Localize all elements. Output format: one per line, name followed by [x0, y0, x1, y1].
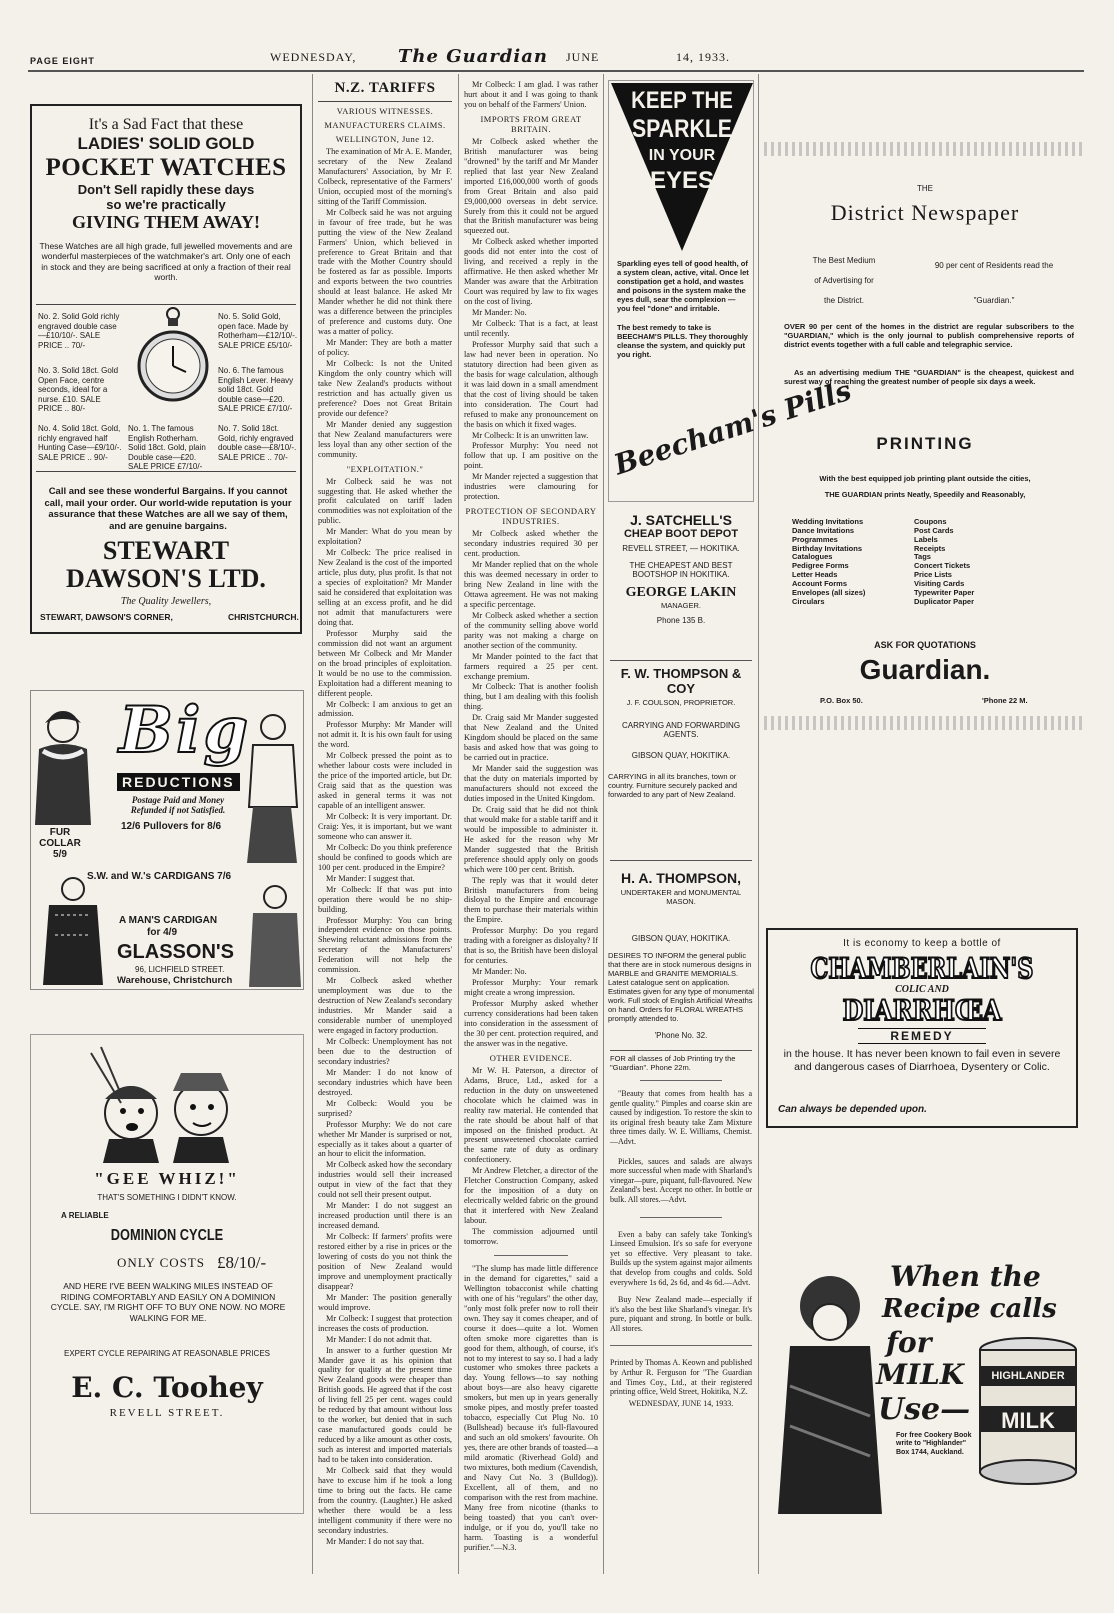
page-label: PAGE EIGHT: [30, 56, 95, 66]
baby-notice: Even a baby can safely take Tonking's Linseed Emulsion. It's so safe for everyone yet so effective. Very pleasant to take. Builds up the system against major ailments that develop from coughs and colds. Sold everywhere 1s 6d, 2s 6d, and 4s 6d.—Advt.: [610, 1229, 752, 1287]
beecham-body: Sparkling eyes tell of good health, of a system clean, active, vital. Once let constipation get a hold, and wastes and poisons in the system make the eyes dull, sear the complexion — you feel "done" and irritable.: [617, 259, 749, 313]
ha-thompson-body: DESIRES TO INFORM the general public that there are in stock numerous designs in MARBLE and GRANITE MEMORIALS. Latest catalogue sent on application. Estimates given for any type of monumental work. Full stock of English Artificial Wreaths on hand. Orders for FLORAL WREATHS promptly attended to.: [608, 951, 754, 1023]
satchell-name: J. SATCHELL'S: [630, 512, 732, 528]
job-printing-notice: FOR all classes of Job Printing try the "Guardian". Phone 22m.: [610, 1054, 736, 1072]
tariffs-p2: Mr Colbeck said he was not arguing in favour of free trade, but he was putting the view of the New Zealand Farmers' Union, which believed in preference to Great Britain and that trade with the Mother Country should be fostered as far as possible. Imports and exports between the two countries should at least balance. He asked Mr Mander whether he did not think there was a difference between the principles of preference and customs duty. One was a matter of policy.: [318, 207, 452, 337]
tariffs-p27: Mr Colbeck: I suggest that protection increases the costs of production.: [318, 1313, 452, 1333]
fw-thompson-name: F. W. THOMPSON & COY: [620, 666, 742, 696]
tariffs-p28: Mr Mander: I do not admit that.: [326, 1334, 432, 1344]
chamberlain-top: It is economy to keep a bottle of: [843, 938, 1001, 949]
watches-l1: It's a Sad Fact that these: [88, 116, 244, 133]
district-the: THE: [917, 184, 933, 193]
glassons-warehouse: Warehouse, Christchurch: [117, 975, 233, 986]
watches-l5: so we're practically: [106, 197, 226, 212]
tariffs2-p25: The commission adjourned until tomorrow.: [464, 1227, 598, 1246]
fw-thompson-l2: AGENTS.: [663, 730, 699, 739]
cycle-body: AND HERE I'VE BEEN WALKING MILES INSTEAD OF RIDING COMFORTABLY AND EASILY ON A DOMINION CYCLE. SAY, I'M RIGHT OFF TO BUY ONE NOW. NO MORE WALKING FOR ME.: [50, 1281, 286, 1323]
tariffs-article-col1: [318, 80, 452, 1570]
tariffs2-p3: Mr Colbeck asked whether imported goods did not enter into the cost of living, and received a reply in the affirmative. He then asked whether Mr Mander was aware that the Arbitration Court was required by law to fix wages on the cost of living.: [464, 237, 598, 307]
postage-text: Postage Paid and Money Refunded if not Satisfied.: [130, 795, 226, 815]
district-body: OVER 90 per cent of the homes in the district are regular subscribers to the "GUARDIAN," which is the only journal to publish comprehensive reports of district events together with a full cable and telegraphic service.: [784, 322, 1074, 349]
tariffs-p14: Mr Colbeck: Do you think preference should be confined to goods which are 100 per cent. produced in the Empire?: [318, 842, 452, 872]
firm-address-left: STEWART, DAWSON'S CORNER,: [40, 612, 173, 622]
cycle-ad: [30, 1034, 304, 1514]
chamberlain-diarr: DIARRHŒA: [842, 994, 1002, 1027]
firm-name-2: DAWSON'S LTD.: [66, 564, 266, 593]
highlander-figure-illustration: [770, 1266, 890, 1514]
list-item: Envelopes (all sizes): [792, 587, 866, 597]
list-item: Catalogues: [792, 552, 833, 562]
tariffs2-p2: Mr Colbeck asked whether the British manufacturer was being "drowned" by the tariff and Mr Mander replied that last year New Zealand imported £16,000,000 worth of goods from Great Britain and also paid £9,000,000 overseas in debt service. Surely from this it could not be argued that the British manufacturer was being squeezed out.: [464, 136, 598, 236]
list-item: Concert Tickets: [914, 561, 971, 571]
mans-cardigan-price: for 4/9: [147, 927, 178, 938]
watches-l6: GIVING THEM AWAY!: [71, 212, 261, 232]
tariffs2-p1: Mr Colbeck: I am glad. I was rather hurt about it and I was going to thank you on behalf of the Farmers' Union.: [464, 80, 598, 109]
tariffs-p11: Professor Murphy: Mr Mander will not admit it. It is his own fault for using the word.: [318, 720, 452, 750]
beechams-brand: Beecham's Pills: [609, 373, 856, 482]
tariffs-p7: Mr Mander: What do you mean by exploitation?: [318, 527, 452, 547]
watches-ad: [30, 104, 302, 634]
tariffs2-p16: Mr Mander said the suggestion was that the duty on materials imported by manufacturers should not exceed the duties imposed in the United Kingdom.: [464, 764, 598, 803]
list-item: Price Lists: [914, 570, 952, 580]
satchell-l2: BOOTSHOP IN HOKITIKA.: [632, 570, 730, 579]
notices-column: [610, 1054, 752, 1504]
masthead-date: 14, 1933.: [676, 50, 730, 64]
pullovers-offer: 12/6 Pullovers for 8/6: [121, 821, 222, 832]
ha-thompson-phone: 'Phone No. 32.: [654, 1031, 708, 1040]
milk-l3: for: [886, 1326, 932, 1359]
tariffs-p5: Mr Mander denied any suggestion that New Zealand manufacturers were less loyal than any other section of the community.: [318, 419, 452, 459]
satchell-manager: GEORGE LAKIN: [625, 585, 737, 600]
woman-dark-cardigan-illustration: [39, 875, 109, 987]
guardian-logo: Guardian.: [859, 654, 991, 685]
list-item: Post Cards: [914, 525, 954, 535]
glassons-street: 96, LICHFIELD STREET.: [135, 965, 225, 974]
glassons-name: GLASSON'S: [117, 941, 234, 963]
beecham-best: The best remedy to take is BEECHAM'S PILLS. They thoroughly cleanse the system, and quickly put you right.: [617, 323, 748, 359]
fw-thompson-prop: J. F. COULSON, PROPRIETOR.: [626, 698, 736, 707]
beechams-pills-logo: [609, 371, 856, 491]
printing-neatly: THE GUARDIAN prints Neatly, Speedily and Reasonably,: [824, 490, 1026, 499]
satchell-manager-title: MANAGER.: [660, 601, 701, 610]
tariffs-article-col2: [464, 80, 598, 1570]
milk-note: For free Cookery Book write to "Highlander" Box 1744, Auckland.: [896, 1432, 972, 1456]
list-item: Birthday Invitations: [792, 543, 863, 553]
watches-intro: These Watches are all high grade, full jewelled movements and are wonderful masterpieces of the watchmaker's art. Only one of each in stock and they are being sacrificed at only a fraction of their real worth.: [39, 241, 293, 283]
printing-heading: PRINTING: [876, 434, 974, 453]
highlander-milk-ad: [766, 1256, 1084, 1514]
tariffs-p9: Professor Murphy said the commission did not want an argument between Mr Colbeck and Mr Mander on the broad principles of exploitation. It would be no use to the commission. Exploitation had a different meaning to different people.: [318, 628, 452, 698]
firm-address-right: CHRISTCHURCH.: [228, 612, 299, 622]
tariffs-h2: MANUFACTURERS CLAIMS.: [324, 120, 446, 130]
district-heading: District Newspaper: [830, 200, 1020, 225]
woman-fur-illustration: [33, 701, 93, 825]
tariffs-p10: Mr Colbeck: I am anxious to get an admission.: [318, 699, 452, 719]
in-your-heading: IN YOUR: [648, 147, 716, 164]
glassons-ad: [30, 690, 304, 990]
list-item: Account Forms: [792, 578, 848, 588]
tariffs-p3: Mr Mander: They are both a matter of policy.: [318, 338, 452, 358]
tariffs-p16: Mr Colbeck: If that was put into operation there would be no ship-building.: [318, 884, 452, 914]
tariffs-p22: Professor Murphy: We do not care whether Mr Mander is surprised or not, especially as it takes about a quarter of an hour to elicit the information.: [318, 1119, 452, 1159]
tariffs2-p13: Mr Mander pointed to the fact that farmers required a 25 per cent. exchange premium.: [464, 651, 598, 681]
district-c3: the District.: [823, 296, 864, 305]
cycle-only-costs: ONLY COSTS: [117, 1255, 206, 1270]
watches-call: Call and see these wonderful Bargains. If you cannot call, mail your order. Our world-wide reputation is your assurance that these Watches are all we say of them, and are genuine bargains.: [44, 486, 292, 532]
chamberlain-colic: COLIC AND: [895, 984, 949, 995]
tariffs-dateline: WELLINGTON, June 12.: [335, 134, 435, 144]
milk-brand: HIGHLANDER: [991, 1370, 1065, 1382]
toohey-name: E. C. Toohey: [71, 1371, 263, 1404]
watch-item-6: No. 6. The famous English Lever. Heavy solid 18ct. Gold double case—£20. SALE PRICE £7/10/-: [218, 366, 294, 414]
tariffs-h1: VARIOUS WITNESSES.: [336, 106, 434, 116]
tariffs-p1: The examination of Mr A. E. Mander, secretary of the New Zealand Manufacturers' Association, by Mr F. Colbeck, representative of the Farmers' Union, occupied most of the morning's sitting of the Tariff Commission.: [318, 147, 452, 206]
tariffs-h3: "EXPLOITATION.": [346, 463, 424, 474]
guardian-po: P.O. Box 50.: [820, 696, 863, 705]
dominion-cycle-heading: DOMINION CYCLE: [110, 1227, 224, 1244]
list-item: Circulars: [792, 596, 825, 606]
man-cardigan-illustration: [245, 883, 303, 987]
tariffs2-h1: IMPORTS FROM GREAT BRITAIN.: [480, 113, 582, 134]
list-item: Coupons: [914, 517, 947, 526]
tariffs-p8: Mr Colbeck: The price realised in New Zealand is the cost of the imported article, plus duty, plus profit. Is that not a species of exploitation? Mr Mander said he considered that exploitation was selling at an excess profit, and he did not admit that manufacturers were doing that.: [318, 548, 452, 627]
fw-thompson-body: CARRYING in all its branches, town or country. Furniture securely packed and forwarded to any part of New Zealand.: [608, 772, 738, 799]
tariffs-p20: Mr Mander: I do not know of secondary industries which have been destroyed.: [318, 1067, 452, 1097]
pocket-watch-icon: [136, 304, 210, 422]
tariffs2-p19: Professor Murphy: Do you regard trading with a foreigner as disloyalty? If that is so, the British have been disloyal for centuries.: [464, 926, 598, 966]
list-item: Letter Heads: [792, 570, 838, 580]
eyes-heading: EYES: [649, 167, 715, 194]
toohey-street: REVELL STREET.: [109, 1407, 225, 1419]
chamberlain-body: in the house. It has never been known to fail even in severe and dangerous cases of Diarrhoea, Dysentery or Colic.: [783, 1048, 1061, 1073]
list-item: Duplicator Paper: [914, 596, 975, 606]
tariffs2-p21: Professor Murphy: Your remark might create a wrong impression.: [464, 978, 598, 998]
watch-item-1: No. 1. The famous English Rotherham. Solid 18ct. Gold, plain Double case—£20. SALE PRICE £7/10/-: [128, 424, 206, 472]
tariffs-p15: Mr Mander: I suggest that.: [326, 873, 415, 883]
milk-l4: MILK: [876, 1358, 965, 1391]
tariffs-p24: Mr Mander: I do not suggest an increased production until there is an increased demand.: [318, 1201, 452, 1231]
tariffs2-p15: Dr. Craig said Mr Mander suggested that New Zealand and the United Kingdom should be placed on the same basis and asked how that was going to be carried out in practice.: [464, 713, 598, 763]
tariffs2-p12: Mr Colbeck asked whether a section of the community selling above world parity was not making a charge on another section of the community.: [464, 610, 598, 650]
fw-thompson-addr: GIBSON QUAY, HOKITIKA.: [631, 751, 731, 760]
watch-item-2: No. 2. Solid Gold richly engraved double case—£10/10/-. SALE PRICE .. 70/-: [38, 312, 120, 350]
tariffs-title: N.Z. TARIFFS: [334, 80, 436, 96]
list-item: Programmes: [792, 534, 838, 544]
tariffs-p26: Mr Mander: The position generally would improve.: [318, 1292, 452, 1312]
milk-l5: Use—: [878, 1392, 971, 1427]
tariffs2-h2: PROTECTION OF SECONDARY INDUSTRIES.: [465, 506, 597, 527]
milk-brand2: MILK: [1001, 1408, 1055, 1433]
tariffs-p29: In answer to a further question Mr Mander gave it as his opinion that quality for quality at the present time New Zealand goods were cheaper than British goods. He agreed that if the cost of living fell 25 per cent. wages could be reduced by that amount without loss to the worker, but denied that in such case manufactured goods could be reduced by a like amount as other costs, such as interest and imported materials had to be taken into consideration.: [318, 1345, 452, 1465]
tariffs-p17: Professor Murphy: You can bring independent evidence on those points. Shewing reluctant admissions from the secretary of the Manufacturers' Federation will not help the commission.: [318, 915, 452, 975]
cycle-reliable: A RELIABLE: [61, 1211, 109, 1220]
imprint: Printed by Thomas A. Keown and published by Arthur R. Ferguson for "The Guardian and Times Coy., Ltd., at their registered printing office, Weld Street, Hokitika, N.Z.: [610, 1358, 752, 1397]
masthead-title: The Guardian: [398, 46, 548, 67]
printing-plant: With the best equipped job printing plant outside the cities,: [819, 474, 1031, 483]
tariffs-p19: Mr Colbeck: Unemployment has not been due to the destruction of secondary industries?: [318, 1036, 452, 1066]
district-newspaper-ad: [764, 140, 1086, 740]
list-item: Visiting Cards: [914, 578, 965, 588]
milk-l1: When the: [890, 1260, 1041, 1293]
cycle-expert: EXPERT CYCLE REPAIRING AT REASONABLE PRICES: [64, 1349, 270, 1358]
ha-thompson-sub: UNDERTAKER and MONUMENTAL MASON.: [620, 888, 742, 906]
tariffs2-p6: Professor Murphy said that such a law had never been in operation. No statutory direction had been given as the basis for wage calculation, although it was laid down in a small amendment that the cost of living should be taken into consideration. The Court had refused to make any pronouncement on the basis on which it fixed wages.: [464, 339, 598, 429]
list-item: Typewriter Paper: [914, 587, 975, 597]
tariffs2-p5: Mr Colbeck: That is a fact, at least until recently.: [464, 319, 598, 338]
milk-l2: Recipe calls: [882, 1294, 1057, 1324]
gee-whiz-heading: "GEE WHIZ!": [94, 1169, 240, 1188]
district-adv: As an advertising medium THE "GUARDIAN" is the cheapest, quickest and surest way of reaching the greatest number of people six days a week.: [784, 368, 1074, 386]
chamberlain-can: Can always be depended upon.: [778, 1104, 927, 1115]
list-item: Labels: [914, 534, 938, 544]
tariffs2-p23: Mr W. H. Paterson, a director of Adams, Bruce, Ltd., asked for a reduction in the duty on unsweetened chocolate which he claimed was in reality raw material. He contended that the rate should be about half of that imposed on the finished product. At present unsweetened chocolate carried the same rate of duty as ordinary confectionery.: [464, 1065, 598, 1165]
keep-heading: KEEP THE: [631, 87, 733, 114]
guardian-phone: 'Phone 22 M.: [982, 696, 1028, 705]
printing-list-right: [914, 518, 1044, 606]
cardigans-offer: S.W. and W.'s CARDIGANS 7/6: [87, 871, 232, 882]
tariffs2-p4: Mr Mander: No.: [472, 308, 527, 318]
tariffs-p6: Mr Colbeck said he was not suggesting that. He asked whether the profit calculated on tariff laden commodities was not exploitation of the public.: [318, 476, 452, 526]
tariffs-p25: Mr Colbeck: If farmers' profits were restored either by a rise in prices or the lowering of costs do you not think the position of New Zealand would improve and unemployment practically disappear?: [318, 1232, 452, 1291]
reductions-heading: REDUCTIONS: [117, 773, 240, 791]
tariffs-p18: Mr Colbeck asked whether unemployment was due to the destruction of New Zealand's secondary industries. Mr Mander said a considerable number of unemployed were engaged in factory production.: [318, 976, 452, 1036]
tobacco-paragraph: "The slump has made little difference in the demand for cigarettes," said a Wellington tobacconist while chatting with one of his "regulars" the other day, "only most folk prefer now to roll their own. They say it comes cheaper, and of course it does—quite a lot. Women often smoke more cigarettes than is good for them, although, of course, it's not to my interest to say so. I had a lady customer who smokes three packets a day. Young fellows—to say nothing about boys—are also heavy cigarette smokers, but men up in years generally smoke pipes, and mostly prefer toasted tobacco, especially Cut Plug No. 10 (Bullshead) because it's full-flavoured and such an old smokers' favourite. Oh yes, there are other brands of toasted—a mild aromatic (Riverhead Gold) and two mixtures, both medium (Cavendish, and Navy Cut No. 3 (Bulldog)). Excellent, all of them, and no comparison with the rest from machine. Many free from nicotine (thanks to being toasted) that you can't over-indulge, or if you do, you'll take no harm. Toasting is a wonderful purifier."—N.3.: [464, 1263, 598, 1552]
tariffs2-p10: Mr Colbeck asked whether the secondary industries required 30 per cent. production.: [464, 529, 598, 559]
masthead-day: WEDNESDAY,: [270, 50, 357, 64]
watch-item-4: No. 4. Solid 18ct. Gold, richly engraved half Hunting Case—£9/10/-. SALE PRICE .. 90/-: [38, 424, 122, 462]
ha-thompson-addr: GIBSON QUAY, HOKITIKA.: [631, 934, 731, 943]
tariffs-p21: Mr Colbeck: Would you be surprised?: [318, 1098, 452, 1118]
watches-l2: LADIES' SOLID GOLD: [77, 134, 255, 153]
list-item: Wedding Invitations: [792, 517, 864, 526]
tariffs2-p8: Professor Murphy: You need not follow that up. I am positive on the point.: [464, 441, 598, 471]
tariffs-p12: Mr Colbeck pressed the point as to whether labour costs were included in the price of the imported article, but Dr. Craig said that as the question was asked in general terms it was not capable of an intelligent answer.: [318, 751, 452, 811]
tariffs-p31: Mr Mander: I do not say that.: [326, 1536, 424, 1546]
beauty-notice: "Beauty that comes from health has a gentle quality." Pimples and coarse skin are caused by indigestion. To restore the skin to its original fresh beauty take Zam Mixture three times daily. W. E. Williams, Chemist.—Advt.: [610, 1089, 752, 1146]
tariffs-p4: Mr Colbeck: Is not the United Kingdom the only country which will take New Zealand's products without restriction and has actually given us preference? Does not Great Britain provide our defence?: [318, 359, 452, 418]
chamberlain-remedy: REMEDY: [858, 1028, 986, 1044]
big-heading: Big: [119, 693, 252, 768]
watches-l3: POCKET WATCHES: [45, 154, 287, 181]
watches-l4: Don't Sell rapidly these days: [77, 182, 255, 197]
chamberlains-ad: [766, 928, 1078, 1128]
pickles-notice: Pickles, sauces and salads are always more successful when made with Sharland's vinegar—pure, piquant, full-flavoured. New Zealand's best. Accept no other. In bottle or bulk. All stores.—Advt.: [610, 1156, 752, 1204]
chamberlain-name: CHAMBERLAIN'S: [810, 952, 1034, 985]
district-r1: 90 per cent of Residents read the: [934, 261, 1054, 270]
fur-collar-offer: FUR COLLAR 5/9: [39, 827, 81, 860]
tariffs2-p7: Mr Colbeck: It is an unwritten law.: [472, 430, 589, 440]
tariffs2-h3: OTHER EVIDENCE.: [489, 1052, 573, 1063]
satchell-phone: Phone 135 B.: [656, 616, 706, 625]
cycle-price: £8/10/-: [217, 1253, 267, 1272]
tariffs2-p17: Dr. Craig said that he did not think that would make for a stable tariff and it would be impossible to administer it. He asked for the reason why Mr Mander suggested that the British preference should apply only on goods which were 100 per cent. British.: [464, 804, 598, 874]
fw-thompson-l1: CARRYING AND FORWARDING: [621, 721, 741, 730]
buy-nz-notice: Buy New Zealand made—especially if it's also the best like Sharland's vinegar. It's pure, piquant and strong. In bottle or bulk. All stores.: [610, 1295, 752, 1333]
watch-item-7: No. 7. Solid 18ct. Gold, richly engraved double case—£8/10/-. SALE PRICE .. 70/-: [218, 424, 297, 462]
watch-item-5: No. 5. Solid Gold, open face. Made by Rotherham—£12/10/-. SALE PRICE £5/10/-: [218, 312, 298, 350]
satchell-addr: REVELL STREET, — HOKITIKA.: [622, 544, 740, 553]
printing-list-left: [792, 518, 922, 606]
district-c2: of Advertising for: [814, 276, 874, 285]
ha-thompson-name: H. A. THOMPSON,: [620, 870, 742, 886]
list-item: Tags: [914, 552, 931, 562]
district-c1: The Best Medium: [812, 256, 876, 265]
fw-thompson-ad: [608, 666, 754, 866]
list-item: Receipts: [914, 543, 946, 553]
masthead-month: JUNE: [566, 50, 600, 64]
tariffs-p30: Mr Colbeck said that they would have to excuse him if he took a long time to bring out the facts. He came from the country. (Laughter.) He asked whether there would be a less intelligent community if there were no secondary industries.: [318, 1466, 452, 1535]
tariffs2-p9: Mr Mander rejected a suggestion that industries were clamouring for protection.: [464, 472, 598, 502]
woman-cardigan-illustration: [243, 711, 301, 865]
ha-thompson-ad: [608, 870, 754, 1048]
cycle-subheading: THAT'S SOMETHING I DIDN'T KNOW.: [97, 1193, 237, 1202]
mans-cardigan-offer: A MAN'S CARDIGAN: [119, 915, 218, 926]
tariffs-p13: Mr Colbeck: It is very important. Dr. Craig: Yes, it is important, but we want someone who can answer it.: [318, 812, 452, 841]
tariffs2-p24: Mr Andrew Fletcher, a director of the Fletcher Construction Company, asked for the imposition of a duty on electrically welded fabric on the ground that it interfered with New Zealand labour.: [464, 1166, 598, 1226]
tariffs2-p14: Mr Colbeck: That is another foolish thing, but I am dealing with this foolish thing.: [464, 682, 598, 712]
list-item: Dance Invitations: [792, 525, 855, 535]
satchell-l1: THE CHEAPEST AND BEST: [629, 561, 733, 570]
imprint-date: WEDNESDAY, JUNE 14, 1933.: [628, 1398, 734, 1408]
satchell-ad: [608, 512, 754, 652]
firm-subtitle: The Quality Jewellers,: [120, 596, 212, 607]
list-item: Pedigree Forms: [792, 561, 849, 571]
tariffs2-p18: The reply was that it would deter British manufacturers from being disloyal to the Empire and encourage them to purchase their materials within the Empire.: [464, 875, 598, 925]
watch-item-3: No. 3. Solid 18ct. Gold Open Face, centre seconds, ideal for a nurse. £10. SALE PRICE .. 80/-: [38, 366, 119, 414]
sparkle-heading: SPARKLE: [632, 115, 732, 143]
cartoon-men-illustration: [61, 1043, 261, 1163]
tariffs2-p11: Mr Mander replied that on the whole this was deemed necessary in order to bring New Zealand in line with the Ottawa agreement. He was not making a specific percentage.: [464, 560, 598, 609]
tariffs2-p20: Mr Mander: No.: [472, 967, 527, 977]
tariffs2-p22: Professor Murphy asked whether currency considerations had been taken into consideration in the assessment of the 30 per cent. protection required, and the answer was in the negative.: [464, 999, 598, 1048]
firm-name-1: STEWART: [102, 536, 230, 565]
district-r2: "Guardian.": [973, 296, 1015, 305]
satchell-sub: CHEAP BOOT DEPOT: [623, 528, 739, 540]
tariffs-p23: Mr Colbeck asked how the secondary industries would sell their increased output in view of the fact that they could not sell their present output.: [318, 1160, 452, 1200]
ask-quotations: ASK FOR QUOTATIONS: [874, 640, 976, 650]
